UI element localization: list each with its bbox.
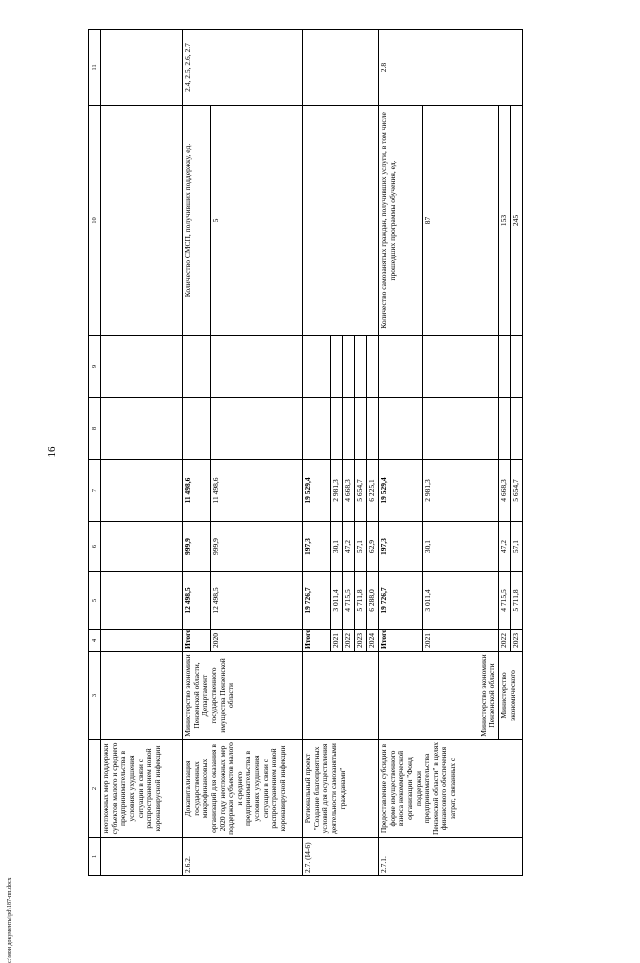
col-header-3: 3 — [89, 652, 101, 740]
cell-value-7: 5 654,7 — [355, 460, 367, 522]
cell-value-6: 47,2 — [343, 522, 355, 572]
cell-value-7: 4 668,3 — [343, 460, 355, 522]
cell-value-5: 4 715,5 — [343, 572, 355, 630]
cell-value-6: 62,9 — [367, 522, 379, 572]
cell-value-5: 3 011,4 — [331, 572, 343, 630]
cell-total-5: 19 726,7 — [303, 572, 331, 630]
cell-total-label: Итого — [183, 630, 211, 652]
table-row-2-7-total — [303, 30, 331, 876]
col-header-7: 7 — [89, 460, 101, 522]
cell-year: 2020 — [211, 630, 303, 652]
cell-indicator-value: 245 — [511, 106, 523, 336]
page-number: 16 — [46, 446, 58, 458]
cell-indicator-value: 87 — [423, 106, 499, 336]
cell-description: Региональный проект "Создание благоприятных условий для осуществления деятельности самозанятыми гражданами" — [303, 740, 379, 838]
cell-ref: 2.8 — [379, 30, 523, 106]
cell-value-5: 5 711,8 — [355, 572, 367, 630]
cell-year: 2022 — [343, 630, 355, 652]
cell-year: 2024 — [367, 630, 379, 652]
cell-total-label: Итого — [303, 630, 331, 652]
cell-value-6: 999,9 — [211, 522, 303, 572]
cell-value-5: 3 011,4 — [423, 572, 499, 630]
cell-value-6: 30,1 — [331, 522, 343, 572]
table-row-2-6-2-total — [183, 30, 211, 876]
cell-value-7: 6 225,1 — [367, 460, 379, 522]
cell-description: неотложных мер поддержки субъектов малого и среднего предпринимательства в условиях ухудшения ситуации в связи с распространением новой коронавирусной инфекции — [101, 740, 183, 838]
table-row-continuation — [101, 30, 183, 876]
cell-indicator: Количество СМСП, получивших поддержку, ед. — [183, 106, 211, 336]
cell-value-7: 2 981,3 — [331, 460, 343, 522]
cell-value-5: 12 498,5 — [211, 572, 303, 630]
cell-year: 2021 — [331, 630, 343, 652]
col-header-1: 1 — [89, 838, 101, 876]
cell-total-7: 19 529,4 — [379, 460, 423, 522]
col-header-4: 4 — [89, 630, 101, 652]
cell-description: Предоставление субсидии в форме имущественного взноса некоммерческой организации "Фонд поддержки предпринимательства Пензенской области" в целях финансового обеспечения затрат, связанных с — [379, 740, 523, 838]
cell-number: 2.7. (I4-6) — [303, 838, 379, 876]
cell-total-7: 11 498,6 — [183, 460, 211, 522]
footer-path: c:\мои документы\pd\187-пп.docx — [7, 877, 13, 963]
cell-indicator: Количество самозанятых граждан, получивших услуги, в том числе прошедших программы обучения, ед. — [379, 106, 423, 336]
col-header-10: 10 — [89, 106, 101, 336]
cell-year: 2021 — [423, 630, 499, 652]
cell-indicator-value: 5 — [211, 106, 303, 336]
cell-executor: Министерство экономического — [499, 652, 523, 740]
header-row — [89, 30, 101, 876]
cell-year: 2022 — [499, 630, 511, 652]
cell-total-6: 999,9 — [183, 522, 211, 572]
cell-value-6: 57,1 — [511, 522, 523, 572]
cell-description: Докапитализация государственных микрофинансовых организаций для оказания в 2020 году неотложных мер поддержки субъектов малого и среднего предпринимательства в условиях ухудшения ситуации в связи с распространением новой коронавирусной инфекции — [183, 740, 303, 838]
cell-value-6: 57,1 — [355, 522, 367, 572]
col-header-9: 9 — [89, 336, 101, 398]
cell-value-6: 30,1 — [423, 522, 499, 572]
cell-year: 2023 — [511, 630, 523, 652]
cell-total-label: Итого — [379, 630, 423, 652]
cell-executor: Министерство экономики Пензенской области, Департамент государственного имущества Пензенской области — [183, 652, 303, 740]
cell-value-7: 11 498,6 — [211, 460, 303, 522]
cell-value-7: 5 654,7 — [511, 460, 523, 522]
cell-number: 2.6.2. — [183, 838, 303, 876]
cell-value-7: 4 668,3 — [499, 460, 511, 522]
cell-executor: Министерство экономики Пензенской области — [379, 652, 499, 740]
program-table — [88, 29, 523, 876]
cell-total-5: 19 726,7 — [379, 572, 423, 630]
cell-total-5: 12 498,5 — [183, 572, 211, 630]
cell-ref: 2.4, 2.5, 2.6, 2.7 — [183, 30, 303, 106]
col-header-11: 11 — [89, 30, 101, 106]
col-header-5: 5 — [89, 572, 101, 630]
rotated-table-region — [88, 30, 605, 876]
cell-value-7: 2 981,3 — [423, 460, 499, 522]
cell-total-7: 19 529,4 — [303, 460, 331, 522]
table-row-2-7-1-total — [379, 30, 423, 876]
cell-value-5: 5 711,8 — [511, 572, 523, 630]
cell-value-5: 6 288,0 — [367, 572, 379, 630]
col-header-6: 6 — [89, 522, 101, 572]
cell-indicator-value: 153 — [499, 106, 511, 336]
cell-total-6: 197,3 — [303, 522, 331, 572]
col-header-2: 2 — [89, 740, 101, 838]
cell-year: 2023 — [355, 630, 367, 652]
cell-number: 2.7.1. — [379, 838, 523, 876]
col-header-8: 8 — [89, 398, 101, 460]
cell-total-6: 197,3 — [379, 522, 423, 572]
cell-value-5: 4 715,5 — [499, 572, 511, 630]
cell-value-6: 47,2 — [499, 522, 511, 572]
